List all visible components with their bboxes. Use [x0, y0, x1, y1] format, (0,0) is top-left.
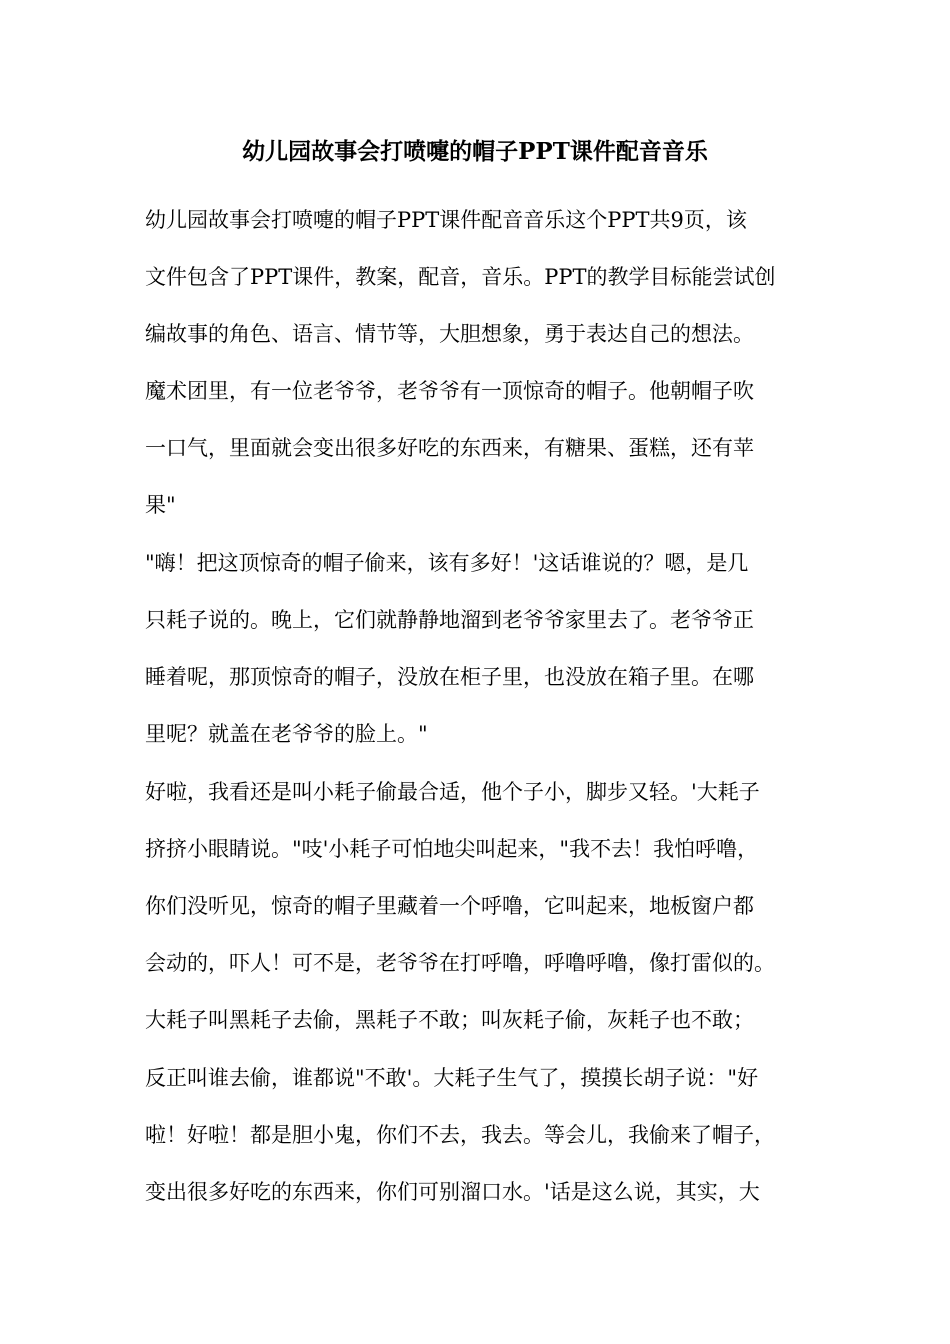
- text-line-15: 大耗子叫黑耗子去偷，黑耗子不敢；叫灰耗子偷，灰耗子也不敢；: [145, 1008, 754, 1032]
- text-line-17: 啦！好啦！都是胆小鬼，你们不去，我去。等会儿，我偷来了帽子，: [145, 1123, 775, 1147]
- document-title: 幼儿园故事会打喷嚏的帽子PPT课件配音音乐: [242, 138, 708, 165]
- text-line-3: 编故事的角色、语言、情节等，大胆想象，勇于表达自己的想法。: [145, 322, 754, 346]
- text-line-12: 挤挤小眼睛说。"吱'小耗子可怕地尖叫起来，"我不去！我怕呼噜，: [145, 837, 759, 861]
- text-line-4: 魔术团里，有一位老爷爷，老爷爷有一顶惊奇的帽子。他朝帽子吹: [145, 379, 754, 403]
- text-line-6: 果": [145, 493, 176, 517]
- text-line-5: 一口气，里面就会变出很多好吃的东西来，有糖果、蛋糕，还有苹: [145, 436, 754, 460]
- text-line-14: 会动的，吓人！可不是，老爷爷在打呼噜，呼噜呼噜，像打雷似的。: [145, 951, 775, 975]
- text-line-10: 里呢？就盖在老爷爷的脸上。": [145, 722, 428, 746]
- text-line-9: 睡着呢，那顶惊奇的帽子，没放在柜子里，也没放在箱子里。在哪: [145, 665, 754, 689]
- text-line-11: 好啦，我看还是叫小耗子偷最合适，他个子小，脚步又轻。'大耗子: [145, 780, 760, 804]
- text-line-13: 你们没听见，惊奇的帽子里藏着一个呼噜，它叫起来，地板窗户都: [145, 894, 754, 918]
- text-line-1: 幼儿园故事会打喷嚏的帽子PPT课件配音音乐这个PPT共9页，该: [145, 208, 747, 232]
- text-line-7: "嗨！把这顶惊奇的帽子偷来，该有多好！'这话谁说的？嗯，是几: [145, 551, 749, 575]
- text-line-18: 变出很多好吃的东西来，你们可别溜口水。'话是这么说，其实，大: [145, 1180, 760, 1204]
- text-line-8: 只耗子说的。晚上，它们就静静地溜到老爷爷家里去了。老爷爷正: [145, 608, 754, 632]
- text-line-2: 文件包含了PPT课件，教案，配音，音乐。PPT的教学目标能尝试创: [145, 265, 776, 289]
- text-line-16: 反正叫谁去偷，谁都说"不敢'。大耗子生气了，摸摸长胡子说："好: [145, 1066, 759, 1090]
